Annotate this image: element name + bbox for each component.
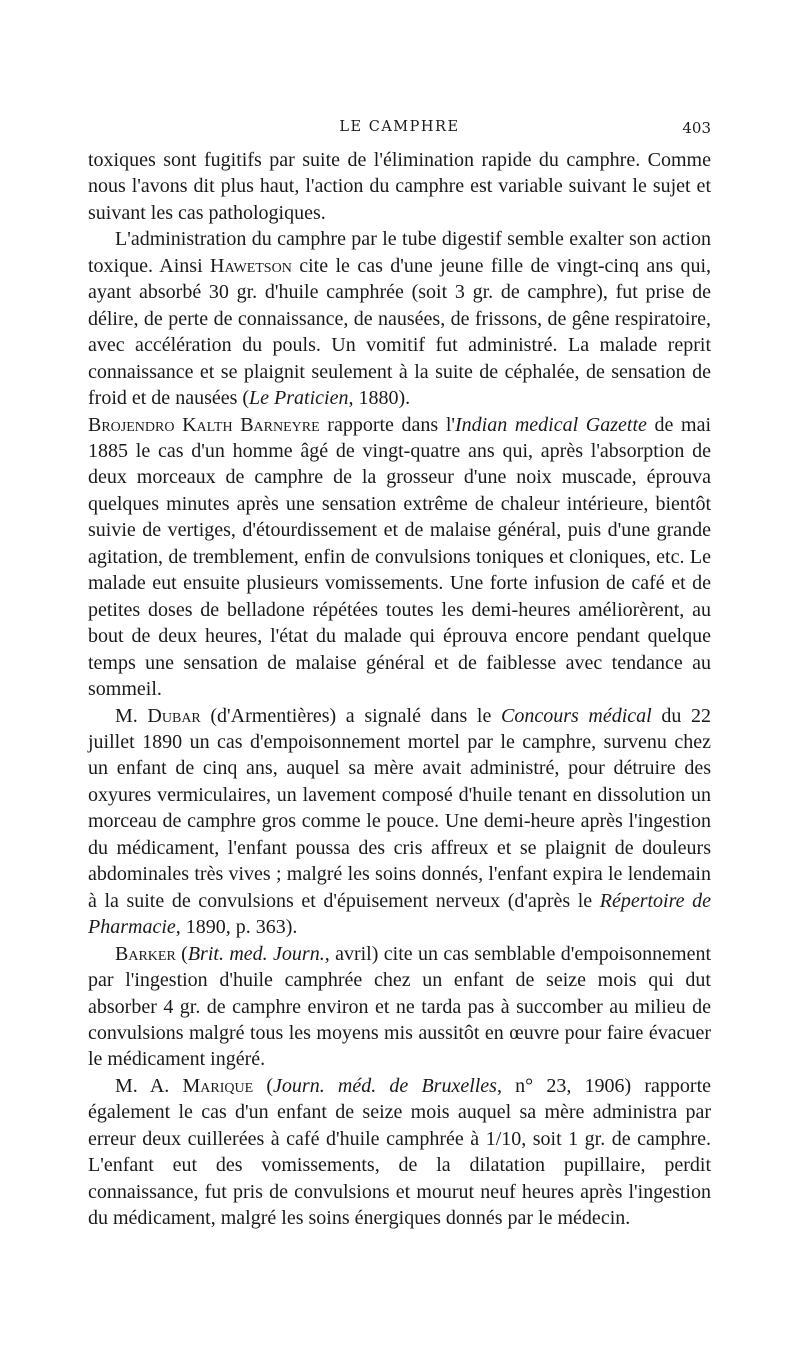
text-run: ( bbox=[253, 1074, 274, 1097]
text-run: , n° 23, 1906) rapporte également le cas d'un enfant de seize mois auquel sa mère administra par erreur deux cuillerées à café d'huile camphrée à 1/10, soit 1 gr. de camphre. L'enfant eut des vomissements, de la dilatation pupillaire, perdit connaissance, fut pris de convulsions et mourut neuf heures après l'ingestion du médicament, malgré les soins énergiques donnés par le médecin. bbox=[88, 1074, 712, 1230]
paragraph-4 bbox=[88, 703, 711, 941]
paragraph-5 bbox=[88, 941, 711, 1073]
body-text bbox=[88, 147, 711, 1232]
text-run: M. A. bbox=[115, 1074, 183, 1097]
text-run: L'administration du camphre par le tube digestif semble exalter son action toxique. Ainsi bbox=[88, 228, 711, 277]
journal-title: Indian medical Gazette bbox=[455, 413, 647, 436]
journal-title: Journ. méd. de Bruxelles bbox=[273, 1074, 497, 1097]
text-run: cite le cas d'une jeune fille de vingt-cinq ans qui, ayant absorbé 30 gr. d'huile camphrée (soit 3 gr. de camphre), fut prise de délire, de perte de connaissance, de nausées, de frissons, de gêne respiratoire, avec accélération du pouls. Un vomitif fut administré. La malade reprit connaissance et se plaignit seulement à la suite de céphalée, de sensation de froid et de nausées ( bbox=[88, 254, 711, 410]
paragraph-6 bbox=[88, 1073, 711, 1232]
text-run: M. bbox=[115, 704, 148, 727]
journal-title: Le Praticien bbox=[249, 387, 349, 410]
author-name: Barker bbox=[115, 942, 176, 965]
text-run: de mai 1885 le cas d'un homme âgé de vingt-quatre ans qui, après l'absorption de deux morceaux de camphre de la grosseur d'une noix muscade, éprouva quelques minutes après une sensation extrême de chaleur intérieure, bientôt suivie de vertiges, d'étourdissement et de malaise général, puis d'une grande agitation, de tremblement, enfin de convulsions toniques et cloniques, etc. Le malade eut ensuite plusieurs vomissements. Une forte infusion de café et de petites doses de belladone répétées toutes les demi-heures améliorèrent, au bout de deux heures, l'état du malade qui éprouva encore pendant quelque temps une sensation de malaise général et de faiblesse avec tendance au sommeil. bbox=[88, 413, 712, 701]
author-name: Brojendro Kalth Barneyre bbox=[88, 413, 320, 436]
author-name: Marique bbox=[182, 1074, 254, 1097]
journal-title: Concours médical bbox=[500, 704, 652, 727]
page-header bbox=[88, 117, 711, 141]
text-run: rapporte dans l' bbox=[319, 413, 455, 436]
text-run: , avril) cite un cas semblable d'empoisonnement par l'ingestion d'huile camphrée chez un enfant de seize mois qui dut absorber 4 gr. de camphre environ et ne tarda pas à succomber au milieu de convulsions malgré tous les moyens mis aussitôt en œuvre pour faire évacuer le médicament ingéré. bbox=[88, 942, 712, 1071]
paragraph-2 bbox=[88, 226, 711, 411]
paragraph-1: toxiques sont fugitifs par suite de l'élimination rapide du camphre. Comme nous l'avons dit plus haut, l'action du camphre est variable suivant le sujet et suivant les cas pathologiques. bbox=[88, 149, 711, 224]
journal-title: Répertoire de Pharmacie bbox=[88, 889, 711, 939]
text-run: , 1890, p. 363). bbox=[175, 916, 298, 939]
author-name: Hawetson bbox=[210, 254, 292, 277]
text-run: du 22 juillet 1890 un cas d'empoisonnement mortel par le camphre, survenu chez un enfant de cinq ans, auquel sa mère avait administré, pour détruire des oxyures vermiculaires, un lavement composé d'huile tenant en dissolution un morceau de camphre gros comme le pouce. Une demi-heure après l'ingestion du médicament, l'enfant poussa des cris affreux et se plaignit de douleurs abdominales très vives ; malgré les soins donnés, l'enfant expira le lendemain à la suite de convulsions et d'épuisement nerveux (d'après le bbox=[88, 704, 711, 912]
journal-title: Brit. med. Journ. bbox=[187, 942, 325, 965]
page-number: 403 bbox=[682, 119, 711, 137]
author-name: Dubar bbox=[147, 704, 201, 727]
text-run: ( bbox=[175, 942, 188, 965]
text-run: (d'Armentières) a signalé dans le bbox=[200, 704, 501, 727]
text-run: , 1880). bbox=[348, 387, 411, 410]
paragraph-3 bbox=[88, 412, 711, 703]
running-title: LE CAMPHRE bbox=[339, 119, 460, 135]
